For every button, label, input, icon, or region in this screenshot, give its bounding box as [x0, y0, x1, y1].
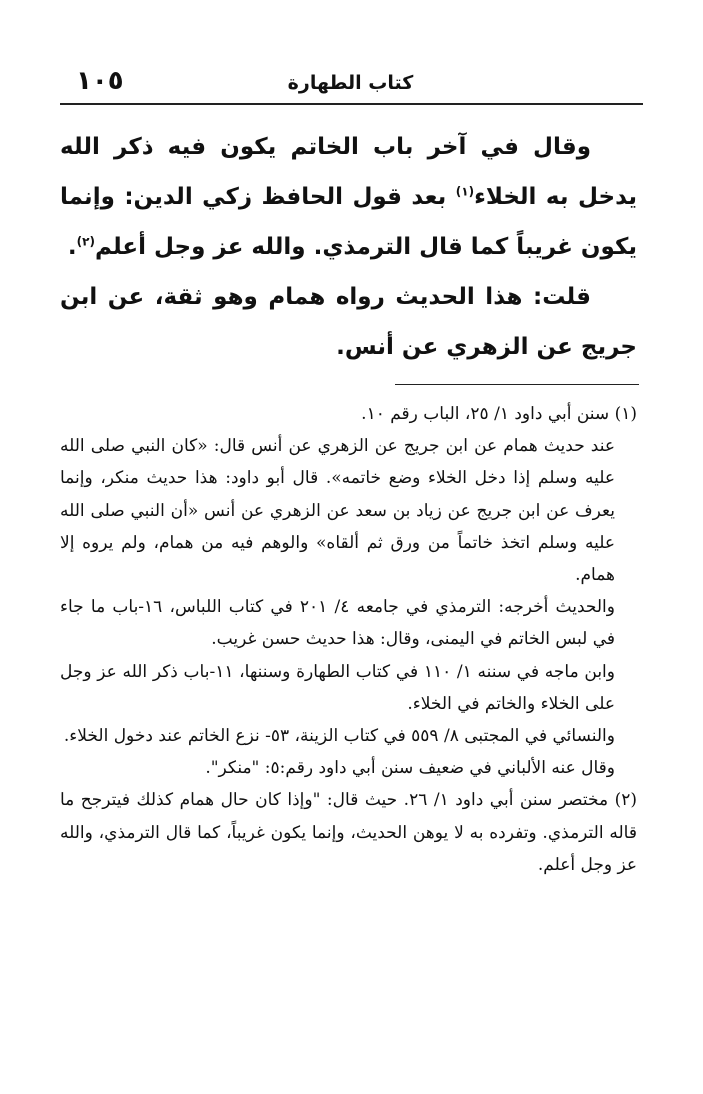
paragraph-label-qultu: قلت: — [533, 284, 591, 310]
main-paragraph-2 — [60, 272, 637, 372]
page-number: ١٠٥ — [76, 66, 124, 96]
footnote-ref-2: (٢) — [76, 234, 95, 249]
main-text — [60, 122, 637, 372]
main-paragraph-1 — [60, 122, 637, 272]
footnote-ref-1: (١) — [455, 184, 475, 199]
page-header — [60, 62, 641, 102]
footnote-1-tirmidhi: والحديث أخرجه: الترمذي في جامعه ٤/ ٢٠١ في كتاب اللباس، ١٦-باب ما جاء في لبس الخاتم في اليمنى، وقال: هذا حديث حسن غريب. — [60, 597, 615, 650]
footnotes — [60, 398, 637, 881]
footnote-separator — [395, 384, 639, 385]
main-paragraph-2-text: هذا الحديث رواه همام وهو ثقة، عن ابن جريج عن الزهري عن أنس. — [60, 284, 637, 360]
footnote-1-body: عند حديث همام عن ابن جريج عن الزهري عن أنس قال: «كان النبي صلى الله عليه وسلم إذا دخل الخلاء وضع خاتمه». قال أبو داود: هذا حديث منكر، وإنما يعرف عن ابن جريج عن زياد بن سعد عن الزهري عن أنس «أن النبي صلى الله عليه وسلم اتخذ خاتماً من ورق ثم ألقاه» والوهم فيه من همام، ولم يروه إلا همام. — [60, 436, 615, 586]
running-title: كتاب الطهارة — [287, 72, 414, 94]
footnote-2: (٢) مختصر سنن أبي داود ١/ ٢٦. حيث قال: "وإذا كان حال همام كذلك فيترجح ما قاله الترمذي. وتفرده به لا يوهن الحديث، وإنما يكون غريباً، كما قال الترمذي، والله عز وجل أعلم. — [60, 790, 638, 875]
main-paragraph-1-text-a: وقال في آخر باب الخاتم يكون فيه ذكر الله يدخل به الخلاء — [60, 134, 637, 210]
footnote-1-albani: وقال عنه الألباني في ضعيف سنن أبي داود رقم:٥: "منكر". — [205, 758, 615, 779]
footnote-1-nasai: والنسائي في المجتبى ٨/ ٥٥٩ في كتاب الزينة، ٥٣- نزع الخاتم عند دخول الخلاء. — [63, 726, 615, 747]
footnote-1-head: (١) سنن أبي داود ١/ ٢٥، الباب رقم ١٠. — [361, 404, 637, 424]
main-paragraph-1-end: . — [67, 234, 77, 260]
header-rule — [60, 103, 643, 105]
main-paragraph-1-text-b: بعد قول الحافظ زكي الدين: وإنما يكون غريباً كما قال الترمذي. والله عز وجل أعلم — [60, 184, 637, 260]
footnote-1-ibnmajah: وابن ماجه في سننه ١/ ١١٠ في كتاب الطهارة وسننها، ١١-باب ذكر الله عز وجل على الخلاء والخاتم في الخلاء. — [60, 661, 615, 714]
